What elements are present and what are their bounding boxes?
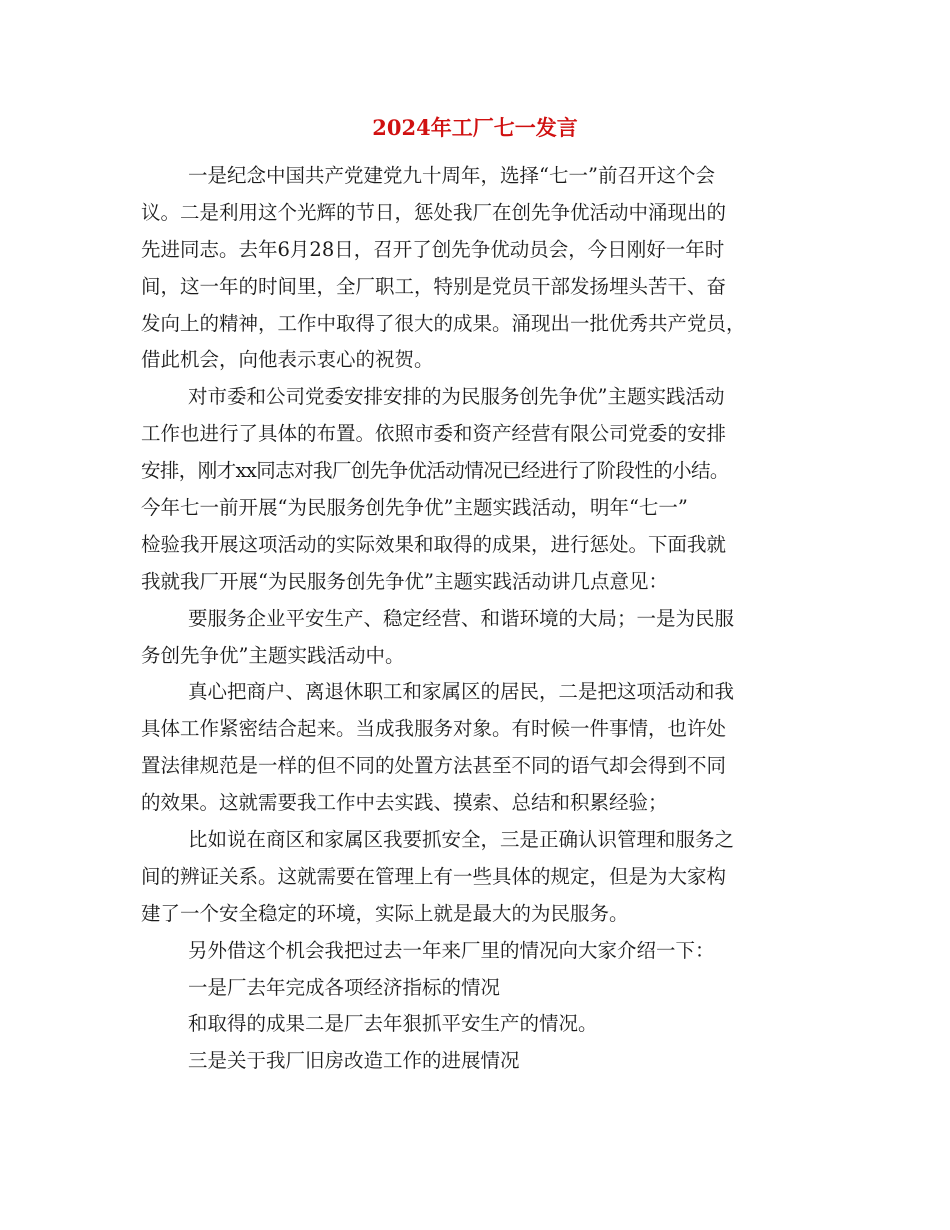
text-line: 我就我厂开展“为民服务创先争优”主题实践活动讲几点意见： xyxy=(141,569,668,593)
paragraph xyxy=(141,601,821,675)
text-line: 务创先争优”主题实践活动中。 xyxy=(141,643,405,667)
text-line: 的效果。这就需要我工作中去实践、摸索、总结和积累经验； xyxy=(141,791,668,815)
text-line: 间，这一年的时间里，全厂职工，特别是党员干部发扬埋头苦干、奋 xyxy=(141,274,727,298)
text-line: 比如说在商区和家属区我要抓安全，三是正确认识管理和服务之 xyxy=(188,828,735,852)
text-line: 借此机会，向他表示衷心的祝贺。 xyxy=(141,348,434,372)
paragraph xyxy=(141,379,821,600)
text-line: 和取得的成果二是厂去年狠抓平安生产的情况。 xyxy=(188,1012,598,1036)
text-line: 三是关于我厂旧房改造工作的进展情况 xyxy=(188,1049,520,1073)
paragraph xyxy=(141,970,821,1007)
text-line: 今年七一前开展“为民服务创先争优”主题实践活动，明年“七一” xyxy=(141,496,688,520)
paragraph xyxy=(141,674,821,822)
text-line: 议。二是利用这个光辉的节日，惩处我厂在创先争优活动中涌现出的 xyxy=(141,200,727,224)
paragraph xyxy=(141,1006,821,1043)
text-line: 置法律规范是一样的但不同的处置方法甚至不同的语气却会得到不同 xyxy=(141,754,727,778)
document-body xyxy=(141,158,821,1080)
text-line: 先进同志。去年6月28日，召开了创先争优动员会，今日刚好一年时 xyxy=(141,237,725,261)
text-line: 对市委和公司党委安排安排的为民服务创先争优”主题实践活动 xyxy=(188,385,725,409)
text-line: 另外借这个机会我把过去一年来厂里的情况向大家介绍一下： xyxy=(188,938,715,962)
paragraph xyxy=(141,1043,821,1080)
text-line: 具体工作紧密结合起来。当成我服务对象。有时候一件事情，也许处 xyxy=(141,717,727,741)
text-line: 一是厂去年完成各项经济指标的情况 xyxy=(188,975,501,999)
paragraph xyxy=(141,933,821,970)
text-line: 真心把商户、离退休职工和家属区的居民，二是把这项活动和我 xyxy=(188,680,735,704)
paragraph xyxy=(141,158,821,379)
text-line: 工作也进行了具体的布置。依照市委和资产经营有限公司党委的安排 xyxy=(141,422,727,446)
text-line: 建了一个安全稳定的环境，实际上就是最大的为民服务。 xyxy=(141,901,629,925)
text-line: 要服务企业平安生产、稳定经营、和谐环境的大局；一是为民服 xyxy=(188,606,735,630)
text-line: 间的辨证关系。这就需要在管理上有一些具体的规定，但是为大家构 xyxy=(141,864,727,888)
text-line: 一是纪念中国共产党建党九十周年，选择“七一”前召开这个会 xyxy=(188,164,715,187)
document-title: 2024年工厂七一发言 xyxy=(372,115,578,140)
text-line: 发向上的精神，工作中取得了很大的成果。涌现出一批优秀共产党员， xyxy=(141,311,746,335)
text-line: 安排，刚才xx同志对我厂创先争优活动情况已经进行了阶段性的小结。 xyxy=(141,459,729,483)
paragraph xyxy=(141,822,821,933)
text-line: 检验我开展这项活动的实际效果和取得的成果，进行惩处。下面我就 xyxy=(141,532,727,556)
